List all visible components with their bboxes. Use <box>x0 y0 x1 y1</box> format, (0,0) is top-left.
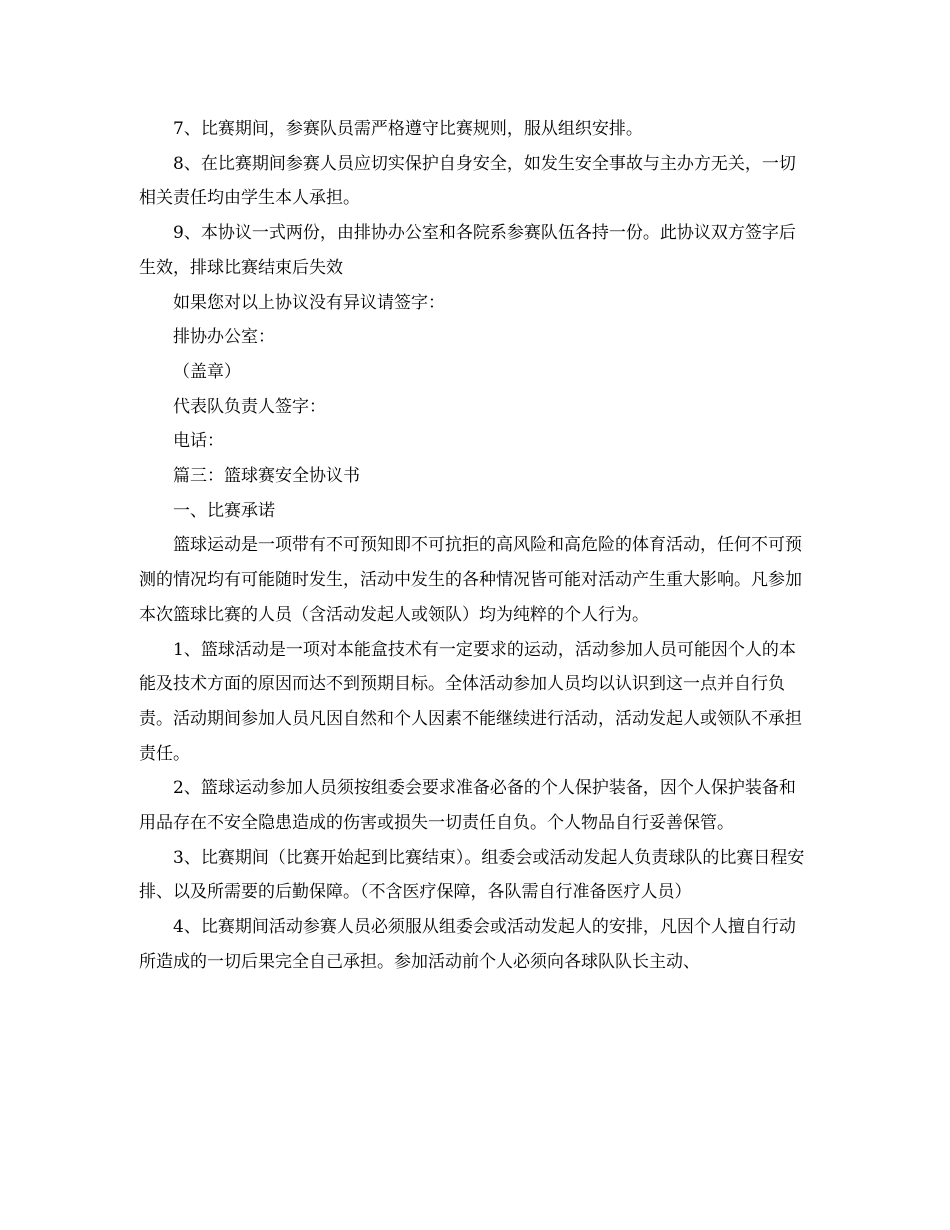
paragraph-item-3: 3、比赛期间（比赛开始起到比赛结束）。组委会或活动发起人负责球队的比赛日程安排、以及所需要的后勤保障。（不含医疗保障，各队需自行准备医疗人员） <box>139 847 805 903</box>
paragraph-item-4: 4、比赛期间活动参赛人员必须服从组委会或活动发起人的安排，凡因个人擅自行动所造成的一切后果完全自己承担。参加活动前个人必须向各球队队长主动、 <box>139 917 796 972</box>
paragraph-item-2: 2、篮球运动参加人员须按组委会要求准备必备的个人保护装备，因个人保护装备和用品存在不安全隐患造成的伤害或损失一切责任自负。个人物品自行妥善保管。 <box>139 778 796 834</box>
paragraph-introduction: 篮球运动是一项带有不可预知即不可抗拒的高风险和高危险的体育活动，任何不可预测的情况均有可能随时发生，活动中发生的各种情况皆可能对活动产生重大影响。凡参加本次篮球比赛的人员（含活动发起人或领队）均为纯粹的个人行为。 <box>139 535 802 625</box>
paragraph-item-1: 1、篮球活动是一项对本能盒技术有一定要求的运动，活动参加人员可能因个人的本能及技术方面的原因而达不到预期目标。全体活动参加人员均以认识到这一点并自行负责。活动期间参加人员凡因自然和个人因素不能继续进行活动，活动发起人或领队不承担责任。 <box>139 639 802 764</box>
paragraph-clause-7: 7、比赛期间，参赛队员需严格遵守比赛规则，服从组织安排。 <box>173 119 643 139</box>
section-heading-commitment: 一、比赛承诺 <box>173 500 275 521</box>
paragraph-signature-prompt: 如果您对以上协议没有异议请签字： <box>173 292 445 313</box>
paragraph-clause-8: 8、在比赛期间参赛人员应切实保护自身安全，如发生安全事故与主办方无关，一切相关责任均由学生本人承担。 <box>139 153 796 209</box>
section-heading-part-three: 篇三：篮球赛安全协议书 <box>173 466 360 487</box>
paragraph-phone-label: 电话： <box>173 431 224 452</box>
paragraph-clause-9: 9、本协议一式两份，由排协办公室和各院系参赛队伍各持一份。此协议双方签字后生效，排球比赛结束后失效 <box>139 223 796 278</box>
document-body <box>139 112 811 980</box>
paragraph-office-label: 排协办公室： <box>173 327 275 348</box>
paragraph-seal-label: （盖章） <box>173 361 241 382</box>
paragraph-team-leader-signature: 代表队负责人签字： <box>173 396 326 417</box>
